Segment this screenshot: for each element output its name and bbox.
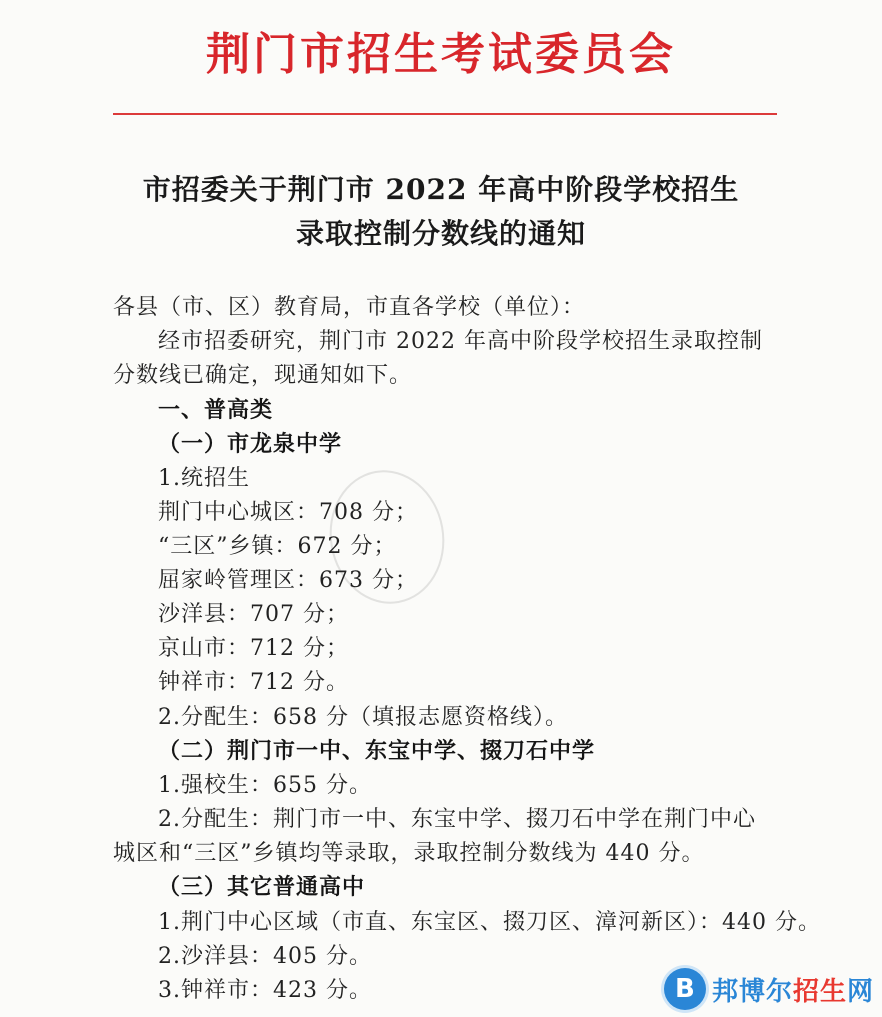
sub1-area5: 京山市：712 分；	[158, 636, 349, 661]
watermark-text: 邦博尔招生网	[711, 976, 874, 1007]
sub1-area1: 荆门中心城区：708 分；	[158, 500, 418, 525]
sub1-item1: 1.统招生	[158, 466, 250, 491]
intro-line1: 经市招委研究，荆门市 2022 年高中阶段学校招生录取控制	[158, 329, 763, 354]
salutation: 各县（市、区）教育局，市直各学校（单位）：	[113, 295, 586, 320]
sub1-heading: （一）市龙泉中学	[158, 431, 343, 457]
watermark-logo-icon: B	[664, 968, 706, 1010]
sub2-item2-line1: 2.分配生：荆门市一中、东宝中学、掇刀石中学在荆门中心	[158, 807, 756, 832]
site-watermark	[664, 967, 874, 1011]
doc-title-line1: 市招委关于荆门市 2022 年高中阶段学校招生	[142, 173, 740, 206]
sub2-item2-line2: 城区和“三区”乡镇均等录取，录取控制分数线为 440 分。	[113, 841, 705, 866]
intro-line2: 分数线已确定，现通知如下。	[113, 363, 413, 388]
sub1-item2: 2.分配生：658 分（填报志愿资格线）。	[158, 705, 568, 730]
sub3-heading: （三）其它普通高中	[158, 874, 366, 900]
sub3-item1: 1.荆门中心区域（市直、东宝区、掇刀区、漳河新区）：440 分。	[158, 910, 821, 935]
section1-heading: 一、普高类	[158, 397, 274, 423]
sub3-item2: 2.沙洋县：405 分。	[158, 944, 372, 969]
sub1-area3: 屈家岭管理区：673 分；	[158, 568, 418, 593]
sub2-heading: （二）荆门市一中、东宝中学、掇刀石中学	[158, 738, 596, 764]
doc-title-line2: 录取控制分数线的通知	[295, 217, 586, 250]
sub2-item1: 1.强校生：655 分。	[158, 773, 372, 798]
red-divider	[113, 113, 777, 115]
sub1-area6: 钟祥市：712 分。	[158, 670, 349, 695]
sub1-area4: 沙洋县：707 分；	[158, 602, 349, 627]
sub3-item3: 3.钟祥市：423 分。	[158, 978, 372, 1003]
org-header: 荆门市招生考试委员会	[206, 29, 676, 80]
sub1-area2: “三区”乡镇：672 分；	[158, 534, 397, 559]
